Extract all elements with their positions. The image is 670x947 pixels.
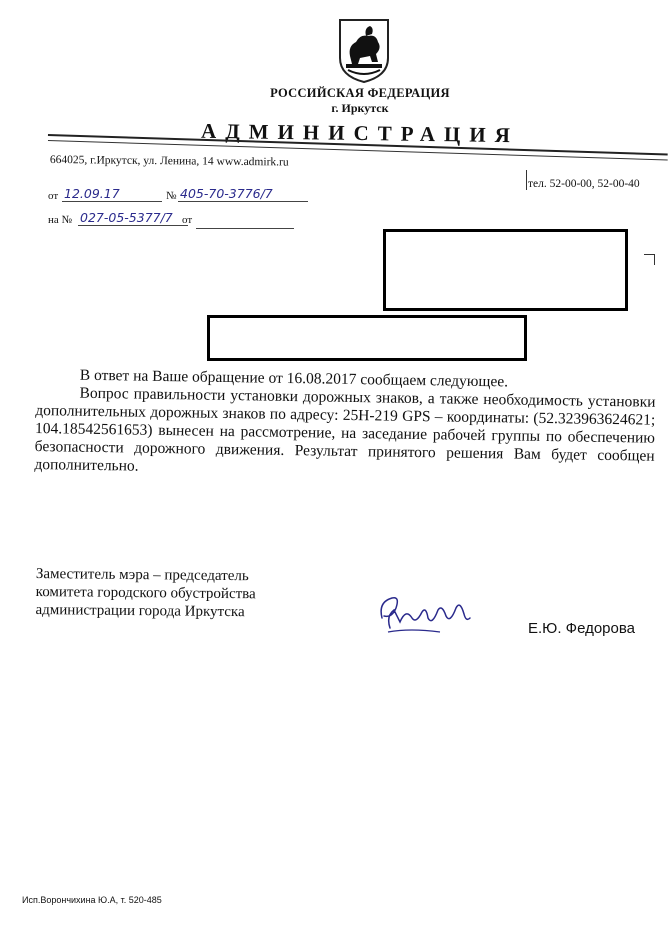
body-intro: В ответ на Ваше обращение от 16.08.2017 сообщаем следующее. [79, 366, 509, 391]
signatory-line-2: комитета городского обустройства [35, 583, 256, 603]
corner-mark [644, 254, 655, 265]
organization-title: АДМИНИСТРАЦИЯ [200, 118, 520, 148]
re-from-label: от [182, 214, 193, 226]
reference-block [48, 186, 348, 238]
phone-divider [526, 170, 527, 190]
incoming-number: 027-05-5377/7 [78, 210, 188, 226]
re-label: на № [48, 214, 73, 226]
executor-info: Исп.Ворончихина Ю.А, т. 520-485 [22, 895, 162, 905]
redacted-recipient-address [207, 315, 527, 361]
country-name: РОССИЙСКАЯ ФЕДЕРАЦИЯ [270, 86, 450, 100]
phone-line: тел. 52-00-00, 52-00-40 [528, 178, 640, 190]
handwritten-signature [370, 588, 480, 640]
signer-name: Е.Ю. Федорова [528, 620, 635, 637]
number-label: № [166, 190, 177, 202]
from-label: от [48, 190, 59, 202]
address-line: 664025, г.Иркутск, ул. Ленина, 14 www.admirk.ru [49, 154, 289, 169]
outgoing-date: 12.09.17 [62, 186, 162, 202]
signatory-title [35, 565, 256, 621]
incoming-date-blank [196, 228, 294, 229]
redacted-recipient-box [383, 229, 628, 311]
city-name: г. Иркутск [331, 101, 389, 115]
incoming-ref-line [48, 210, 348, 238]
letter-body [34, 366, 656, 484]
signatory-line-1: Заместитель мэра – председатель [35, 565, 249, 585]
signatory-line-3: администрации города Иркутска [35, 601, 245, 621]
coat-of-arms-icon [336, 18, 392, 84]
outgoing-number: 405-70-3776/7 [178, 186, 308, 202]
body-paragraph: Вопрос правильности установки дорожных знаков, а также необходимость установки дополнительных дорожных знаков по адресу: 25Н-219 GPS – координаты: (52.323963624621; 104.18542561653) вынесен на рассмотрение, на заседание рабочей группы по обеспечению безопасности дорожного движения. Результат принятого решения Вам будет сообщен дополнительно. [34, 384, 656, 475]
